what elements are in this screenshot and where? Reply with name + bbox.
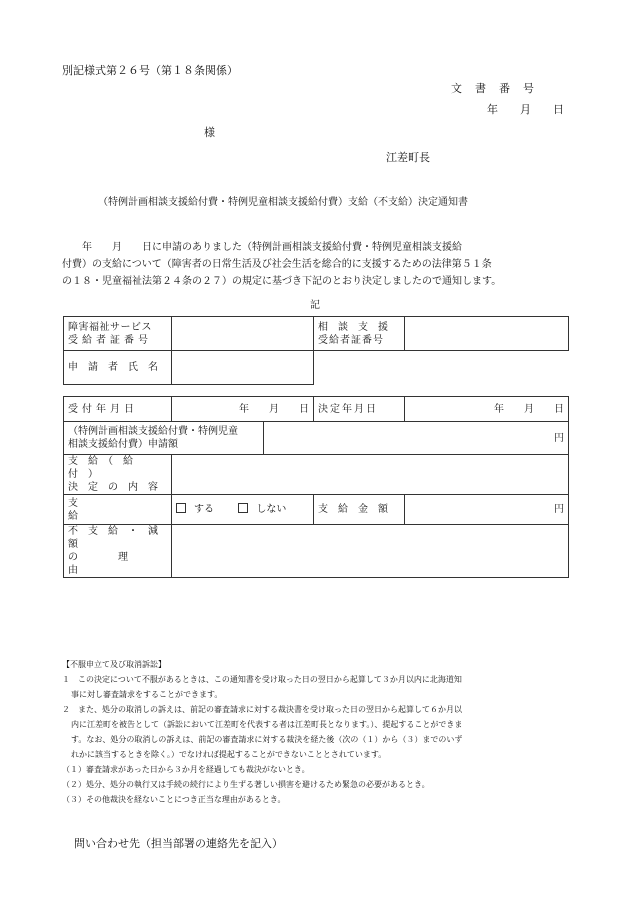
decision-content-label (64, 455, 172, 495)
recipient-info-table (63, 316, 569, 385)
note-2-line-4: れかに該当するときを除く。）でなければ提起することができないこととされています。 (71, 750, 387, 759)
note-2-line-1: ２ また、処分の取消しの訴えは、前記の審査請求に対する裁決書を受け取った日の翌日から起算して６か月以 (62, 705, 462, 714)
notes-heading: 【不服申立て及び取消訴訟】 (62, 660, 166, 669)
payment-yes-label: する (194, 504, 214, 515)
payment-no-checkbox[interactable] (238, 503, 248, 513)
payment-options (172, 495, 314, 525)
application-amount-label-line1: （特例計画相談支援給付費・特例児童 (68, 426, 238, 437)
payment-amount-label: 支 給 金 額 (314, 495, 405, 525)
service-recipient-label-line2: 受給者証番号 (68, 334, 152, 346)
note-2-line-3: す。なお、処分の取消しの訴えは、前記の審査請求に対する裁決を経た後（次の（１）から（３）までのいず (71, 735, 463, 744)
decision-content-label-line1: 支 給 （ 給 付 ） (68, 456, 143, 480)
sub-note-1: （１）審査請求があった日から３か月を経過しても裁決がないとき。 (62, 765, 310, 774)
consultation-recipient-label-line1: 相 談 支 援 (318, 321, 388, 333)
issuer-name: 江差町長 (386, 151, 430, 164)
service-recipient-label-line1: 障害福祉サービス (68, 321, 152, 333)
receipt-date-field[interactable]: 年 月 日 (172, 397, 314, 422)
payment-no-label: しない (256, 504, 287, 515)
consultation-recipient-label-line2: 受給者証番号 (318, 334, 384, 346)
note-1-line-2: 事に対し審査請求をすることができます。 (71, 690, 223, 699)
application-amount-label-line2: 相談支援給付費）申請額 (68, 439, 178, 450)
decision-table (63, 396, 569, 578)
contact-info: 問い合わせ先（担当部署の連絡先を記入） (74, 837, 283, 850)
body-line-2: 付費）の支給について（障害者の日常生活及び社会生活を総合的に支援するための法律第５１条 (62, 259, 492, 270)
service-recipient-label (64, 317, 172, 351)
applicant-name-field[interactable] (172, 351, 314, 385)
decision-date-label: 決定年月日 (314, 397, 405, 422)
sub-note-3: （３）その他裁決を経ないことにつき正当な理由があるとき。 (62, 795, 286, 804)
decision-content-field[interactable] (172, 455, 569, 495)
form-number: 別記様式第２６号（第１８条関係） (62, 64, 238, 77)
service-recipient-number-field[interactable] (172, 317, 314, 351)
note-1-line-1: １ この決定について不服があるときは、この通知書を受け取った日の翌日から起算して３か月以内に北海道知 (62, 675, 462, 684)
receipt-date-label: 受付年月日 (64, 397, 172, 422)
document-number-label: 文 書 番 号 (451, 82, 535, 95)
reason-label-line1: 不 支 給 ・ 減 額 (68, 526, 168, 550)
payment-yes-checkbox[interactable] (176, 503, 186, 513)
ki-heading: 記 (310, 300, 320, 311)
application-amount-label (64, 422, 264, 455)
document-date-label: 年 月 日 (487, 103, 564, 116)
appeal-notes (62, 657, 582, 807)
reason-field[interactable] (172, 525, 569, 578)
body-paragraph (62, 239, 582, 290)
document-title: （特例計画相談支援給付費・特例児童相談支援給付費）支給（不支給）決定通知書 (98, 197, 468, 208)
reason-label (64, 525, 172, 578)
application-amount-field[interactable]: 円 (264, 422, 569, 455)
payment-label: 支 給 (64, 495, 172, 525)
decision-content-label-line2: 決 定 の 内 容 (68, 482, 158, 493)
addressee-suffix: 様 (204, 126, 215, 139)
applicant-name-label: 申 請 者 氏 名 (64, 351, 172, 385)
body-line-1: 年 月 日に申請のありました（特例計画相談支援給付費・特例児童相談支援給 (62, 242, 462, 253)
decision-date-field[interactable]: 年 月 日 (405, 397, 569, 422)
body-line-3: の１８・児童福祉法第２４条の２７）の規定に基づき下記のとおり決定しましたので通知します。 (62, 276, 502, 287)
payment-amount-field[interactable]: 円 (405, 495, 569, 525)
consultation-recipient-number-field[interactable] (405, 317, 569, 351)
note-2-line-2: 内に江差町を被告として（訴訟において江差町を代表する者は江差町長となります。）、提起することができま (71, 720, 463, 729)
consultation-recipient-label (314, 317, 405, 351)
sub-note-2: （２）処分、処分の執行又は手続の続行により生ずる著しい損害を避けるため緊急の必要があるとき。 (62, 780, 430, 789)
reason-label-line2: の 理 由 (68, 552, 168, 576)
